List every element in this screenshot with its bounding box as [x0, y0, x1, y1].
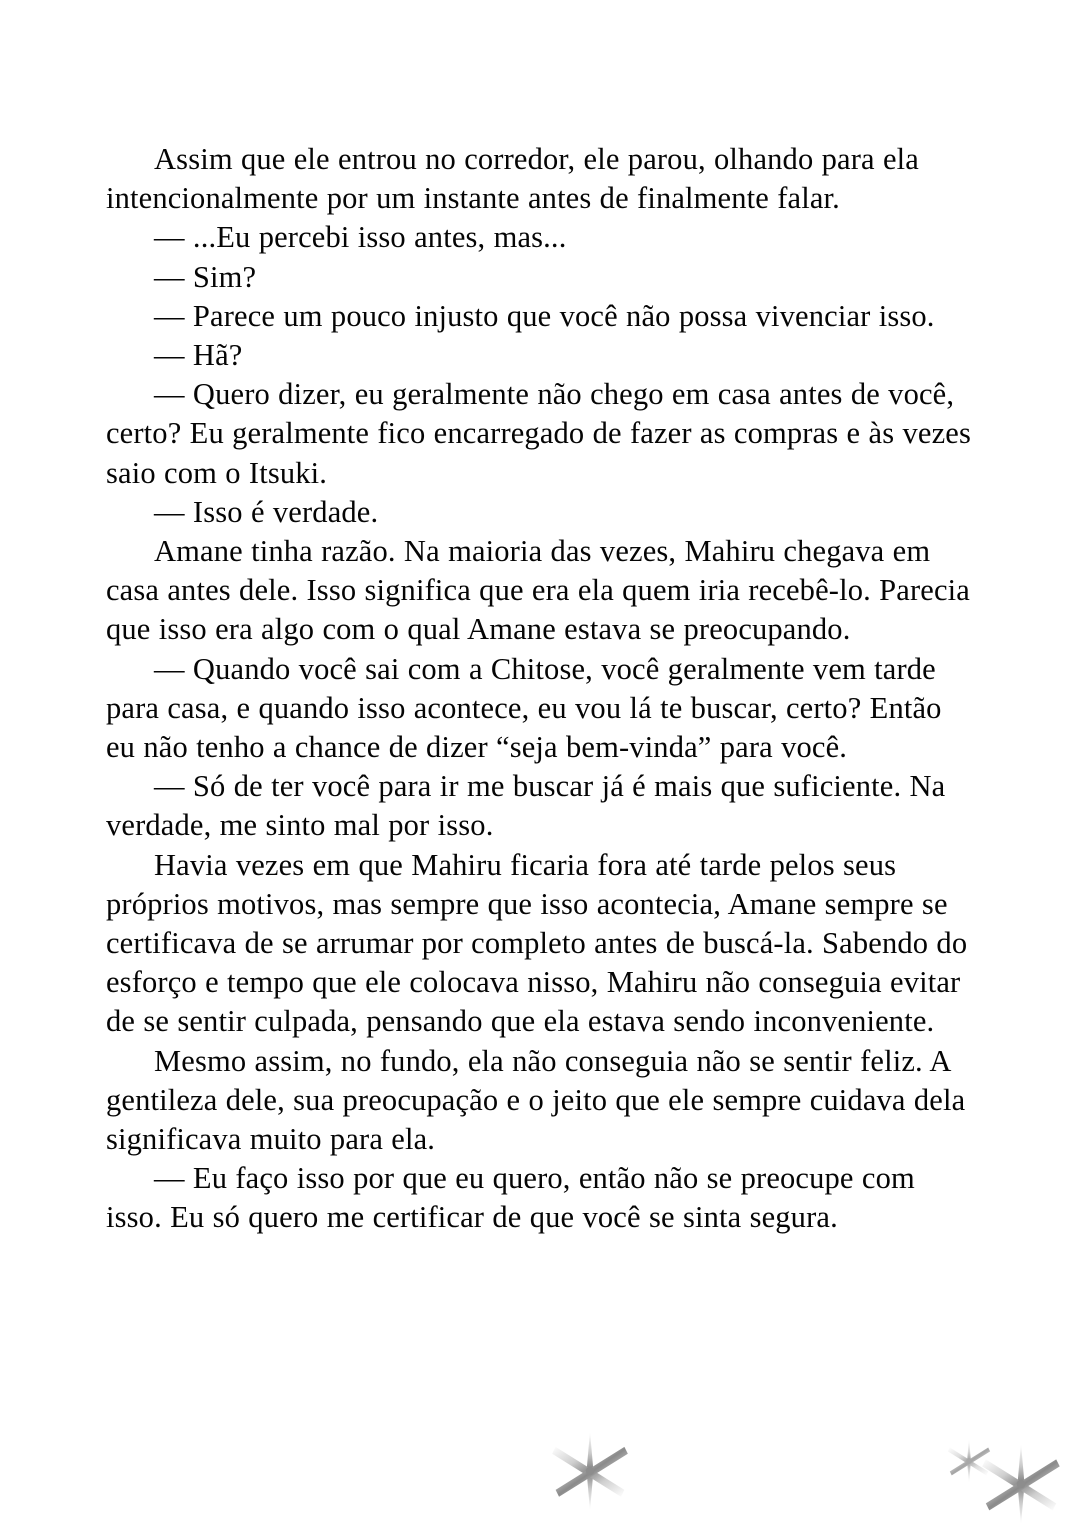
paragraph-dialogue-1: — ...Eu percebi isso antes, mas... [154, 220, 567, 255]
paragraph-dialogue-9: — Eu faço isso por que eu quero, então não se preocupe com isso. Eu só quero me certificar de que você se sinta segura. [106, 1161, 915, 1235]
paragraph-dialogue-6: — Isso é verdade. [154, 494, 379, 529]
sparkle-icon [945, 1437, 993, 1485]
paragraph-narration-3: Havia vezes em que Mahiru ficaria fora até tarde pelos seus próprios motivos, mas sempre que isso acontecia, Amane sempre se certificava de se arrumar por completo antes de buscá-la. Sabendo do esforço e tempo que ele colocava nisso, Mahiru não conseguia evitar de se sentir culpada, pensando que ela estava sendo inconveniente. [106, 847, 968, 1039]
paragraph-dialogue-5: — Quero dizer, eu geralmente não chego em casa antes de você, certo? Eu geralmente fico encarregado de fazer as compras e às vezes saio com o Itsuki. [106, 377, 971, 490]
paragraph-dialogue-4: — Hã? [154, 338, 243, 373]
paragraph-dialogue-2: — Sim? [154, 259, 257, 294]
paragraph-dialogue-7: — Quando você sai com a Chitose, você geralmente vem tarde para casa, e quando isso acontece, eu vou lá te buscar, certo? Então eu não tenho a chance de dizer “seja bem-vinda” para você. [106, 651, 942, 765]
sparkle-icon [547, 1428, 633, 1514]
sparkle-icon [977, 1440, 1065, 1528]
paragraph-narration-4: Mesmo assim, no fundo, ela não conseguia não se sentir feliz. A gentileza dele, sua preocupação e o jeito que ele sempre cuidava dela significava muito para ela. [106, 1043, 966, 1157]
paragraph-dialogue-3: — Parece um pouco injusto que você não possa vivenciar isso. [154, 298, 935, 333]
body-text-column [106, 140, 972, 1238]
paragraph-narration-1: Assim que ele entrou no corredor, ele parou, olhando para ela intencionalmente por um instante antes de finalmente falar. [106, 142, 919, 216]
paragraph-narration-2: Amane tinha razão. Na maioria das vezes, Mahiru chegava em casa antes dele. Isso significa que era ela quem iria recebê-lo. Parecia que isso era algo com o qual Amane estava se preocupando. [106, 534, 970, 647]
paragraph-dialogue-8: — Só de ter você para ir me buscar já é mais que suficiente. Na verdade, me sinto mal por isso. [106, 769, 946, 843]
